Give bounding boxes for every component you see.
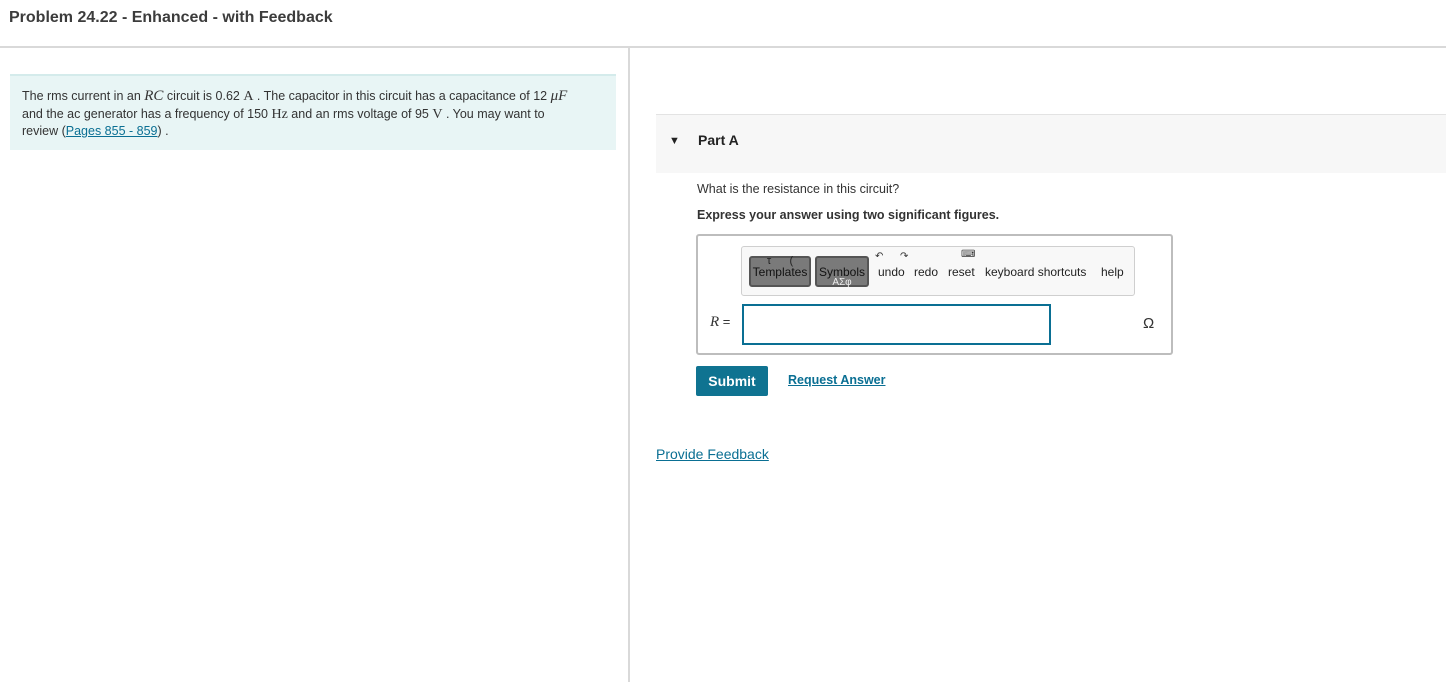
request-answer-link[interactable]: Request Answer: [788, 373, 886, 387]
math-toolbar: [741, 246, 1135, 296]
part-a-title: Part A: [698, 132, 739, 148]
answer-input[interactable]: [742, 304, 1051, 345]
caret-down-icon[interactable]: ▼: [669, 135, 680, 147]
answer-box: [696, 234, 1173, 355]
answer-variable-label: R =: [710, 314, 731, 330]
problem-line-1: The rms current in an RC circuit is 0.62 A . The capacitor in this circuit has a capacitance of 12 μF: [22, 88, 568, 104]
reset-button[interactable]: reset: [948, 265, 975, 279]
undo-button[interactable]: undo: [878, 265, 905, 279]
pane-divider: [628, 48, 630, 682]
keyboard-shortcuts-button[interactable]: keyboard shortcuts: [985, 265, 1087, 279]
page-title: Problem 24.22 - Enhanced - with Feedback: [9, 9, 333, 26]
problem-line-2: and the ac generator has a frequency of 150 Hz and an rms voltage of 95 V . You may want to: [22, 106, 545, 122]
symbols-icon: ΑΣφ: [832, 277, 852, 288]
symbols-button[interactable]: Symbols ΑΣφ: [815, 256, 869, 287]
part-a-header[interactable]: [656, 114, 1446, 173]
pages-link[interactable]: Pages 855 - 859: [65, 124, 158, 138]
instruction-text: Express your answer using two significant figures.: [697, 208, 1000, 222]
rc-math: RC: [144, 88, 164, 104]
provide-feedback-link[interactable]: Provide Feedback: [656, 446, 769, 462]
keyboard-icon: ⌨: [961, 249, 976, 260]
templates-button[interactable]: τ ( Templates: [749, 256, 811, 287]
undo-icon: ↶: [875, 251, 884, 262]
submit-button[interactable]: Submit: [696, 366, 768, 396]
unit-ohm-label: Ω: [1143, 315, 1155, 332]
templates-icon: τ (: [766, 255, 794, 267]
question-text: What is the resistance in this circuit?: [697, 182, 900, 196]
redo-icon: ↷: [900, 251, 909, 262]
problem-statement: [10, 74, 616, 150]
help-button[interactable]: help: [1101, 265, 1124, 279]
redo-button[interactable]: redo: [914, 265, 939, 279]
page-header: [0, 0, 1446, 48]
problem-line-3: review (Pages 855 - 859) .: [22, 124, 169, 138]
